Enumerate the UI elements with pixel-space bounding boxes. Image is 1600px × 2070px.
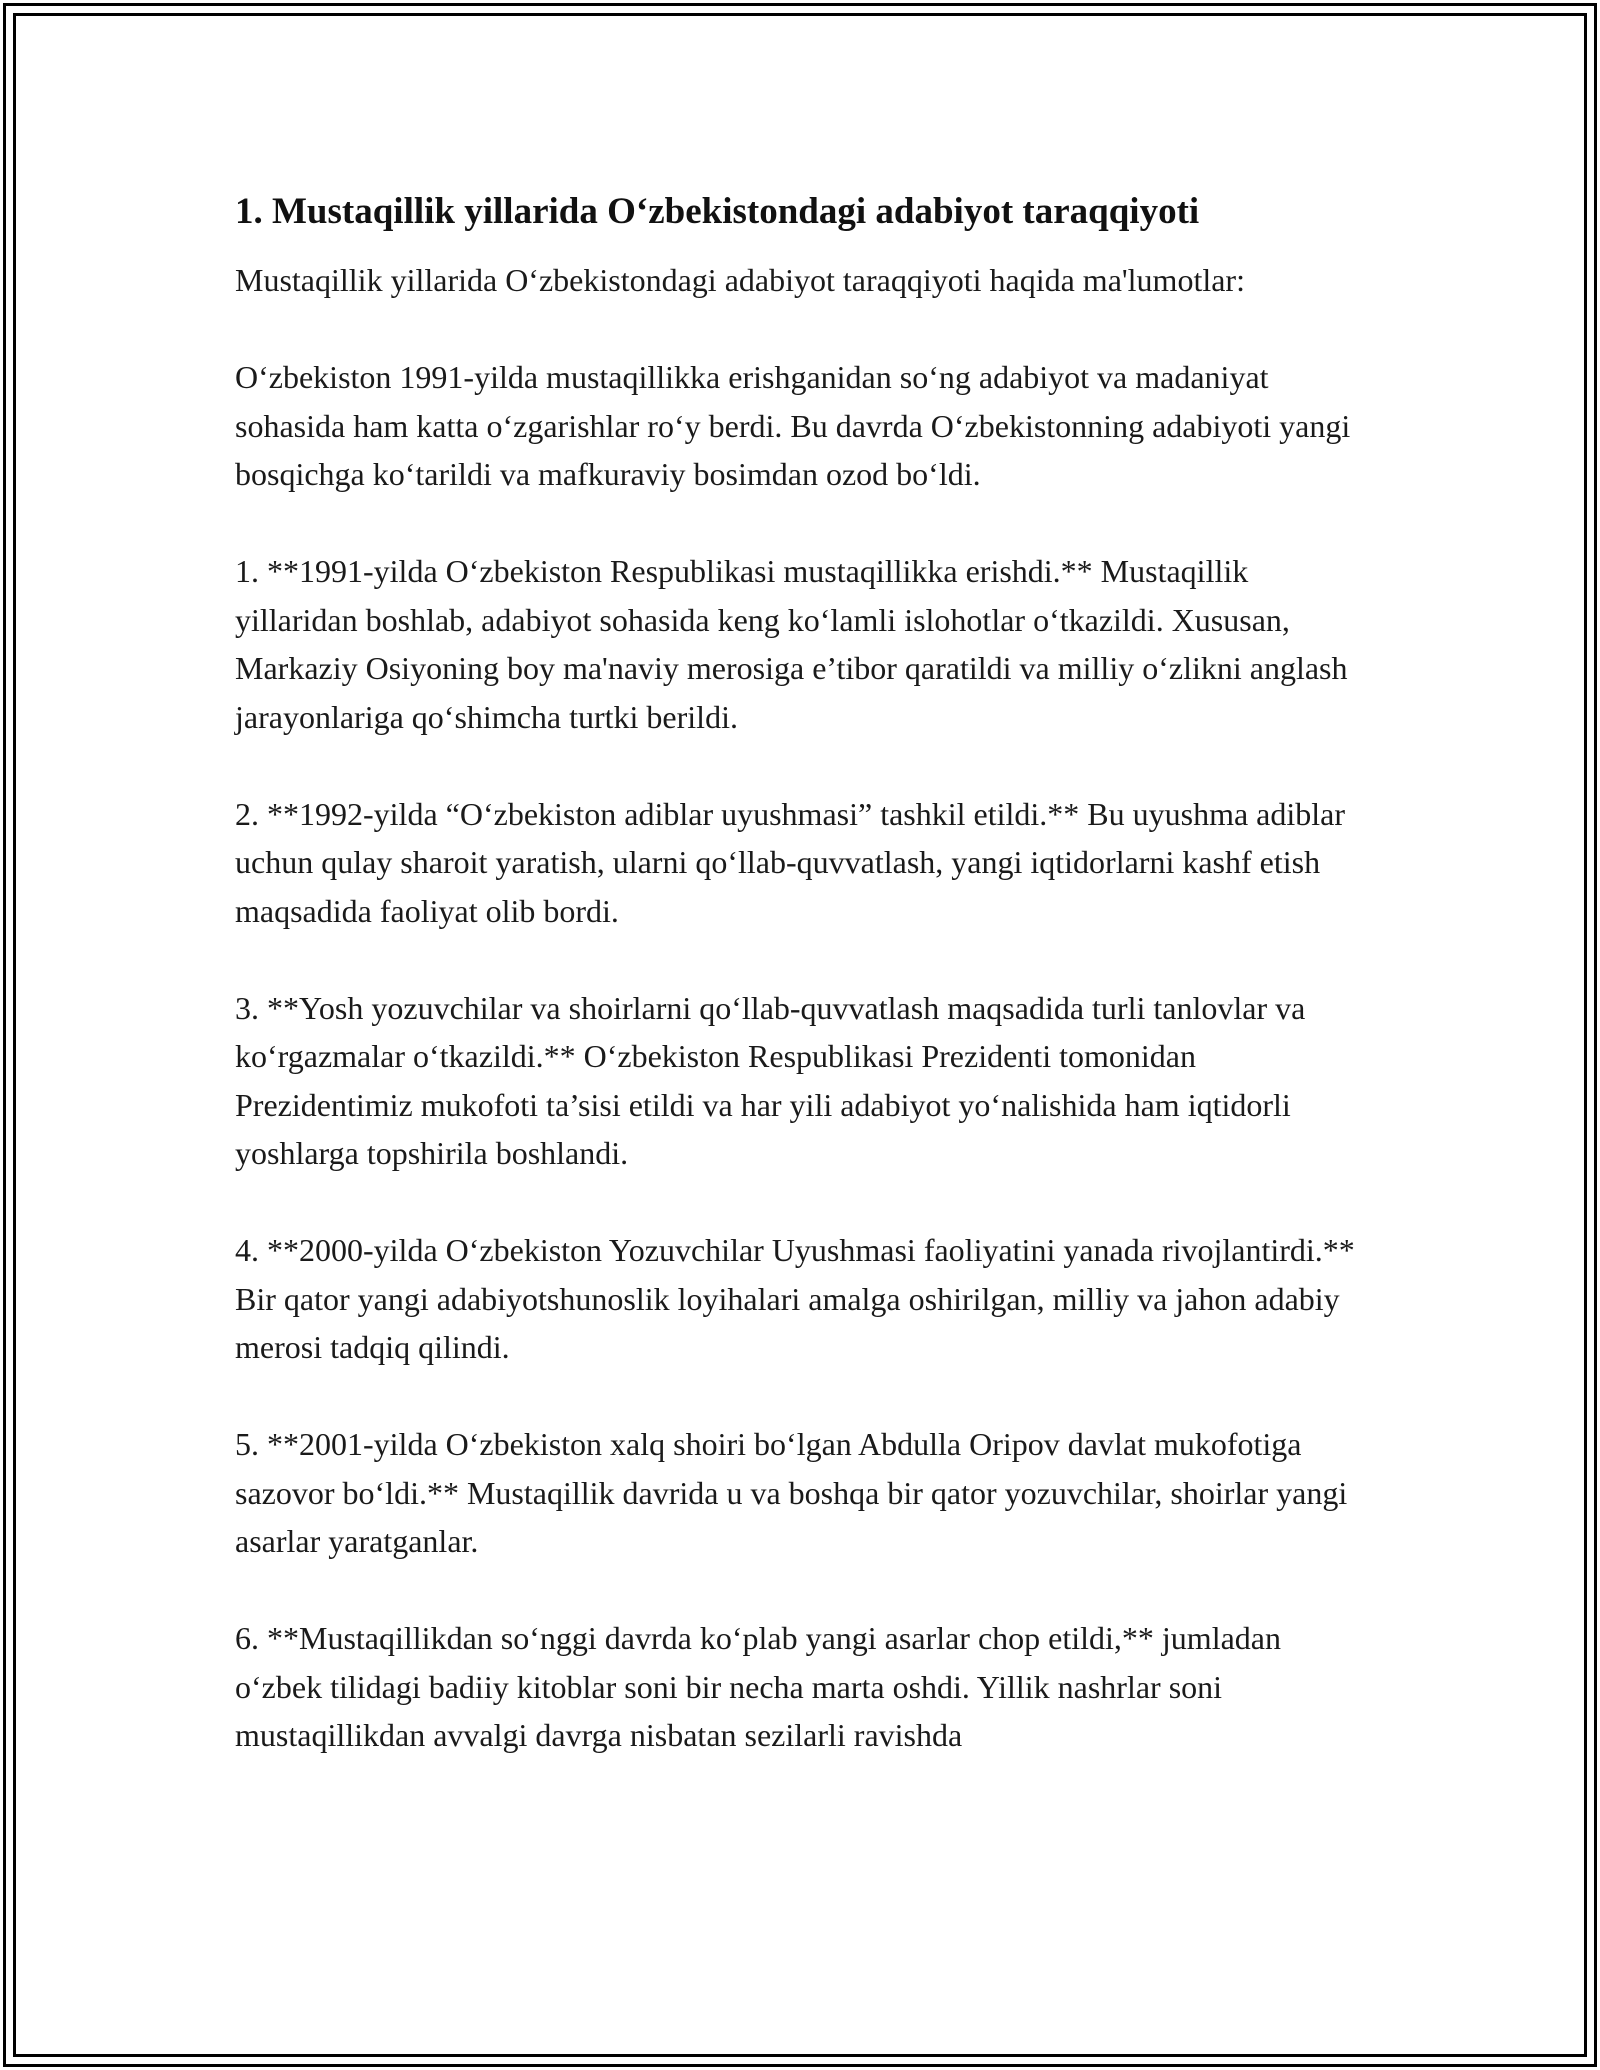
paragraph-item-6: 6. **Mustaqillikdan so‘nggi davrda ko‘plab yangi asarlar chop etildi,** jumladan o‘zbek tilidagi badiiy kitoblar soni bir necha marta oshdi. Yillik nashrlar soni mustaqillikdan avvalgi davrga nisbatan sezilarli ravishda <box>235 1620 1281 1753</box>
paragraph-item-5: 5. **2001-yilda O‘zbekiston xalq shoiri bo‘lgan Abdulla Oripov davlat mukofotiga sazovor bo‘ldi.** Mustaqillik davrida u va boshqa bir qator yozuvchilar, shoirlar yangi asarlar yaratganlar. <box>235 1426 1348 1559</box>
paragraph-overview: O‘zbekiston 1991-yilda mustaqillikka erishganidan so‘ng adabiyot va madaniyat sohasida ham katta o‘zgarishlar ro‘y berdi. Bu davrda O‘zbekistonning adabiyoti yangi bosqichga ko‘tarildi va mafkuraviy bosimdan ozod bo‘ldi. <box>235 359 1351 492</box>
paragraph-item-1: 1. **1991-yilda O‘zbekiston Respublikasi mustaqillikka erishdi.** Mustaqillik yillaridan boshlab, adabiyot sohasida keng ko‘lamli islohotlar o‘tkazildi. Xususan, Markaziy Osiyoning boy ma'naviy merosiga e’tibor qaratildi va milliy o‘zlikni anglash jarayonlariga qo‘shimcha turtki berildi. <box>235 553 1348 735</box>
paragraph-item-4: 4. **2000-yilda O‘zbekiston Yozuvchilar Uyushmasi faoliyatini yanada rivojlantirdi.** Bir qator yangi adabiyotshunoslik loyihalari amalga oshirilgan, milliy va jahon adabiy merosi tadqiq qilindi. <box>235 1232 1355 1365</box>
paragraph-intro: Mustaqillik yillarida O‘zbekistondagi adabiyot taraqqiyoti haqida ma'lumotlar: <box>235 262 1245 298</box>
document-body <box>235 186 1365 1808</box>
paragraph-item-3: 3. **Yosh yozuvchilar va shoirlarni qo‘llab-quvvatlash maqsadida turli tanlovlar va ko‘rgazmalar o‘tkazildi.** O‘zbekiston Respublikasi Prezidenti tomonidan Prezidentimiz mukofoti ta’sisi etildi va har yili adabiyot yo‘nalishida ham iqtidorli yoshlarga topshirila boshlandi. <box>235 989 1306 1171</box>
document-title: 1. Mustaqillik yillarida O‘zbekistondagi adabiyot taraqqiyoti <box>235 191 1200 232</box>
paragraph-item-2: 2. **1992-yilda “O‘zbekiston adiblar uyushmasi” tashkil etildi.** Bu uyushma adiblar uchun qulay sharoit yaratish, ularni qo‘llab-quvvatlash, yangi iqtidorlarni kashf etish maqsadida faoliyat olib bordi. <box>235 795 1346 929</box>
